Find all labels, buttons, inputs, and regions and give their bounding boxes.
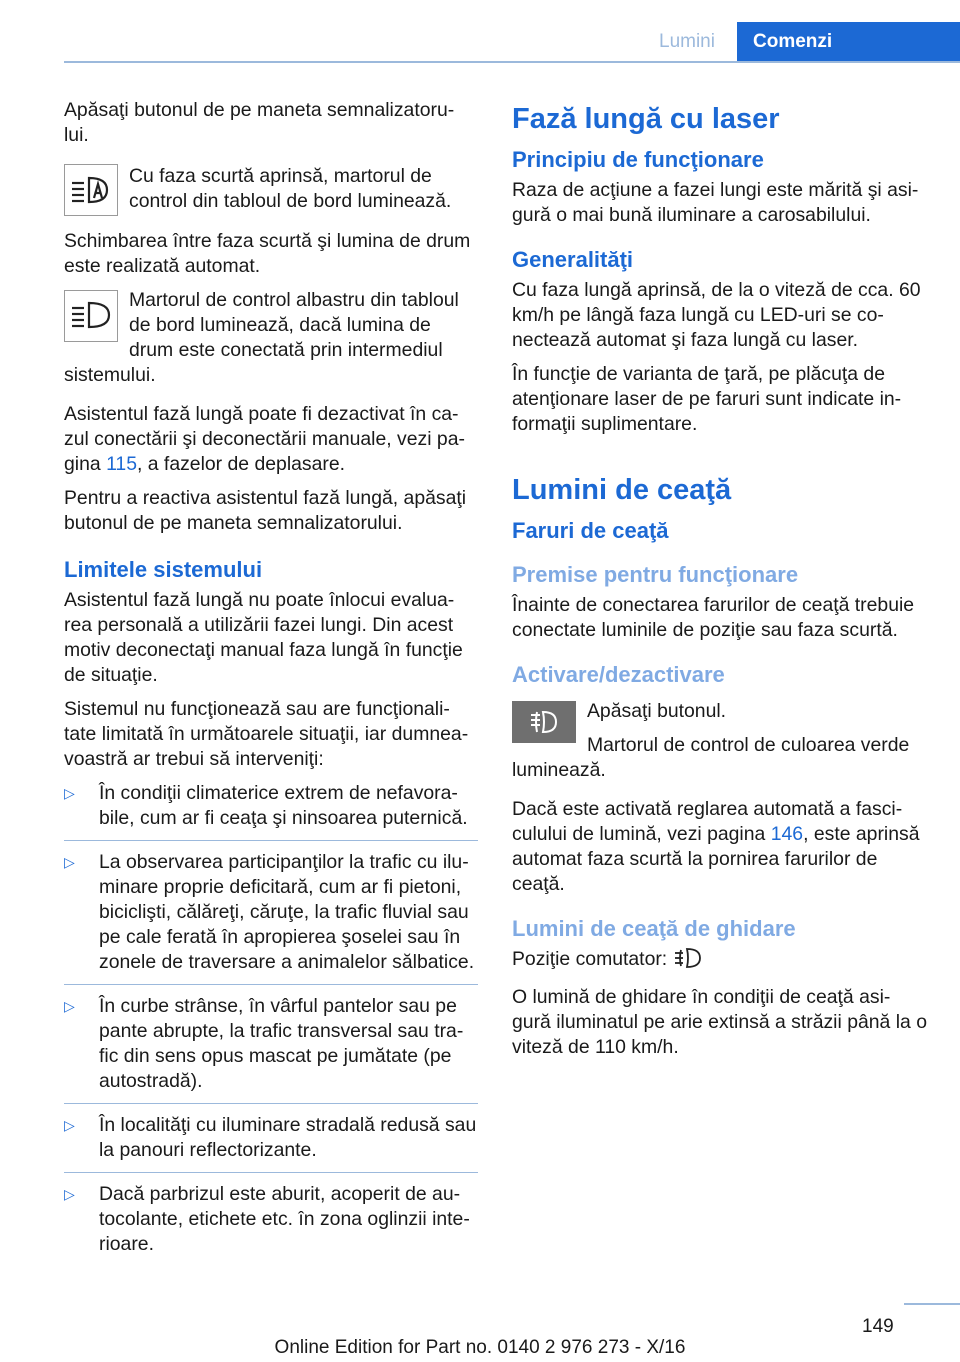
paragraph-guide-fog: O lumină de ghidare în condiţii de ceaţă asi‐ gură iluminatul pe arie extinsă a străzii până la o viteză de 110 km/h. (512, 986, 927, 1058)
paragraph-general-1: Cu faza lungă aprinsă, de la o viteză de cca. 60 km/h pe lângă faza lungă cu LED-uri se co‐ nectează automat şi faza lungă cu laser. (512, 279, 921, 351)
paragraph-auto-fog (512, 797, 927, 897)
list-item-text: În localităţi cu iluminare stradală redusă sau la panouri reflectorizante. (99, 1114, 477, 1161)
bullet-arrow-icon: ▷ (64, 785, 75, 801)
heading-laser-high-beam: Fază lungă cu laser (512, 103, 780, 135)
page-link-115[interactable]: 115 (106, 453, 137, 475)
paragraph-auto-fog-text-end: , este aprinsă automat faza scurtă la pornirea farurilor de ceaţă. (512, 823, 920, 895)
paragraph-press-button: Apăsaţi butonul de pe maneta semnalizatoru‐ lui. (64, 99, 455, 146)
paragraph-limits-2: Sistemul nu funcţionează sau are funcţionali‐ tate limitată în următoarele situaţii, iar dumnea‐ voastră ar trebui să interveniţi: (64, 698, 469, 770)
paragraph-deactivate-text-end: , a fazelor de deplasare. (136, 453, 346, 475)
list-item (64, 781, 478, 841)
edition-info: Online Edition for Part no. 0140 2 976 273 - X/16 (274, 1337, 686, 1358)
high-beam-icon (64, 290, 118, 342)
bullet-arrow-icon: ▷ (64, 998, 75, 1014)
paragraph-press-fog: Apăsaţi butonul. (587, 700, 727, 722)
paragraph-auto-switch: Schimbarea între faza scurtă şi lumina de drum este realizată automat. (64, 230, 471, 277)
limits-list (64, 781, 478, 1257)
header-tab-lumini[interactable]: Lumini (659, 31, 715, 52)
heading-prerequisites: Premise pentru funcţionare (512, 562, 799, 587)
heading-guide-fog: Lumini de ceaţă de ghidare (512, 916, 796, 941)
paragraph-deactivate-text: Asistentul fază lungă poate fi dezactivat în ca‐ zul conectării şi deconectării manuale, vezi pa‐ gina (64, 403, 465, 475)
list-item (64, 850, 478, 985)
bullet-arrow-icon: ▷ (64, 854, 75, 870)
heading-general: Generalităţi (512, 247, 634, 272)
paragraph-auto-fog-text: Dacă este activată reglarea automată a fasci‐ culului de lumină, vezi pagina (512, 798, 903, 845)
list-item (64, 1113, 478, 1173)
page-link-146[interactable]: 146 (770, 823, 804, 845)
fog-lamp-block (512, 699, 927, 783)
list-item-text: În condiţii climaterice extrem de nefavora‐ bile, cum ar fi ceaţa şi ninsoarea puternică. (99, 782, 468, 829)
left-column (64, 98, 478, 1265)
paragraph-low-beam-indicator: Cu faza scurtă aprinsă, martorul de control din tabloul de bord luminează. (129, 165, 452, 212)
header-tab-comenzi[interactable]: Comenzi (737, 22, 960, 62)
list-item (64, 994, 478, 1104)
paragraph-switch-position-text: Poziţie comutator: (512, 948, 668, 970)
bullet-arrow-icon: ▷ (64, 1117, 75, 1133)
list-item-text: Dacă parbrizul este aburit, acoperit de au‐ tocolante, etichete etc. în zona oglinzii inte‐ rioare. (99, 1183, 470, 1255)
paragraph-deactivate (64, 402, 478, 477)
page-number: 149 (862, 1316, 894, 1337)
list-item-text: La observarea participanţilor la trafic cu ilu‐ minare proprie deficitară, cum ar fi pietoni, biciclişti, călăreţi, căruţe, la trafic fluvial sau pe cale ferată în apropierea şoselei sau în zonele de traversare a animalelor sălbatice. (99, 851, 475, 973)
paragraph-principle: Raza de acţiune a fazei lungi este mărită şi asi‐ gură o mai bună iluminare a carosabilului. (512, 179, 919, 226)
fog-guide-light-icon (673, 947, 703, 976)
paragraph-high-beam-indicator: Martorul de control albastru din tabloul de bord luminează, dacă lumina de drum este conectată prin intermediul sistemului. (64, 289, 459, 386)
paragraph-general-2: În funcţie de varianta de ţară, pe plăcuţa de atenţionare laser de pe faruri sunt indicate in‐ formaţii suplimentare. (512, 363, 902, 435)
paragraph-switch-position (512, 947, 927, 976)
page-header (0, 0, 960, 62)
heading-principle: Principiu de funcţionare (512, 147, 764, 172)
low-beam-indicator-block (64, 164, 478, 220)
high-beam-assist-auto-icon (64, 164, 118, 216)
heading-fog-lamps: Faruri de ceaţă (512, 518, 669, 543)
paragraph-limits-1: Asistentul fază lungă nu poate înlocui evalua‐ rea personală a utilizării fazei lungi. Din acest motiv deconectaţi manual faza lungă în funcţie de situaţie. (64, 589, 463, 686)
paragraph-green-indicator: Martorul de control de culoarea verde luminează. (512, 734, 910, 781)
heading-system-limits: Limitele sistemului (64, 557, 263, 582)
bullet-arrow-icon: ▷ (64, 1186, 75, 1202)
paragraph-prerequisites: Înainte de conectarea farurilor de ceaţă trebuie conectate luminile de poziţie sau faza scurtă. (512, 594, 915, 641)
list-item (64, 1182, 478, 1257)
heading-activate: Activare/dezactivare (512, 662, 725, 687)
right-column (512, 100, 927, 1069)
fog-lamp-button-icon[interactable] (512, 701, 576, 743)
heading-fog-lights: Lumini de ceaţă (512, 474, 732, 506)
high-beam-indicator-block (64, 288, 478, 388)
list-item-text: În curbe strânse, în vârful pantelor sau pe pante abrupte, la trafic transversal sau tra‐ fic din sens opus mascat pe jumătate (pe autostradă). (99, 995, 464, 1092)
footer-divider (904, 1303, 960, 1305)
header-divider (64, 61, 960, 63)
paragraph-reactivate: Pentru a reactiva asistentul fază lungă, apăsaţi butonul de pe maneta semnalizatorului. (64, 487, 467, 534)
